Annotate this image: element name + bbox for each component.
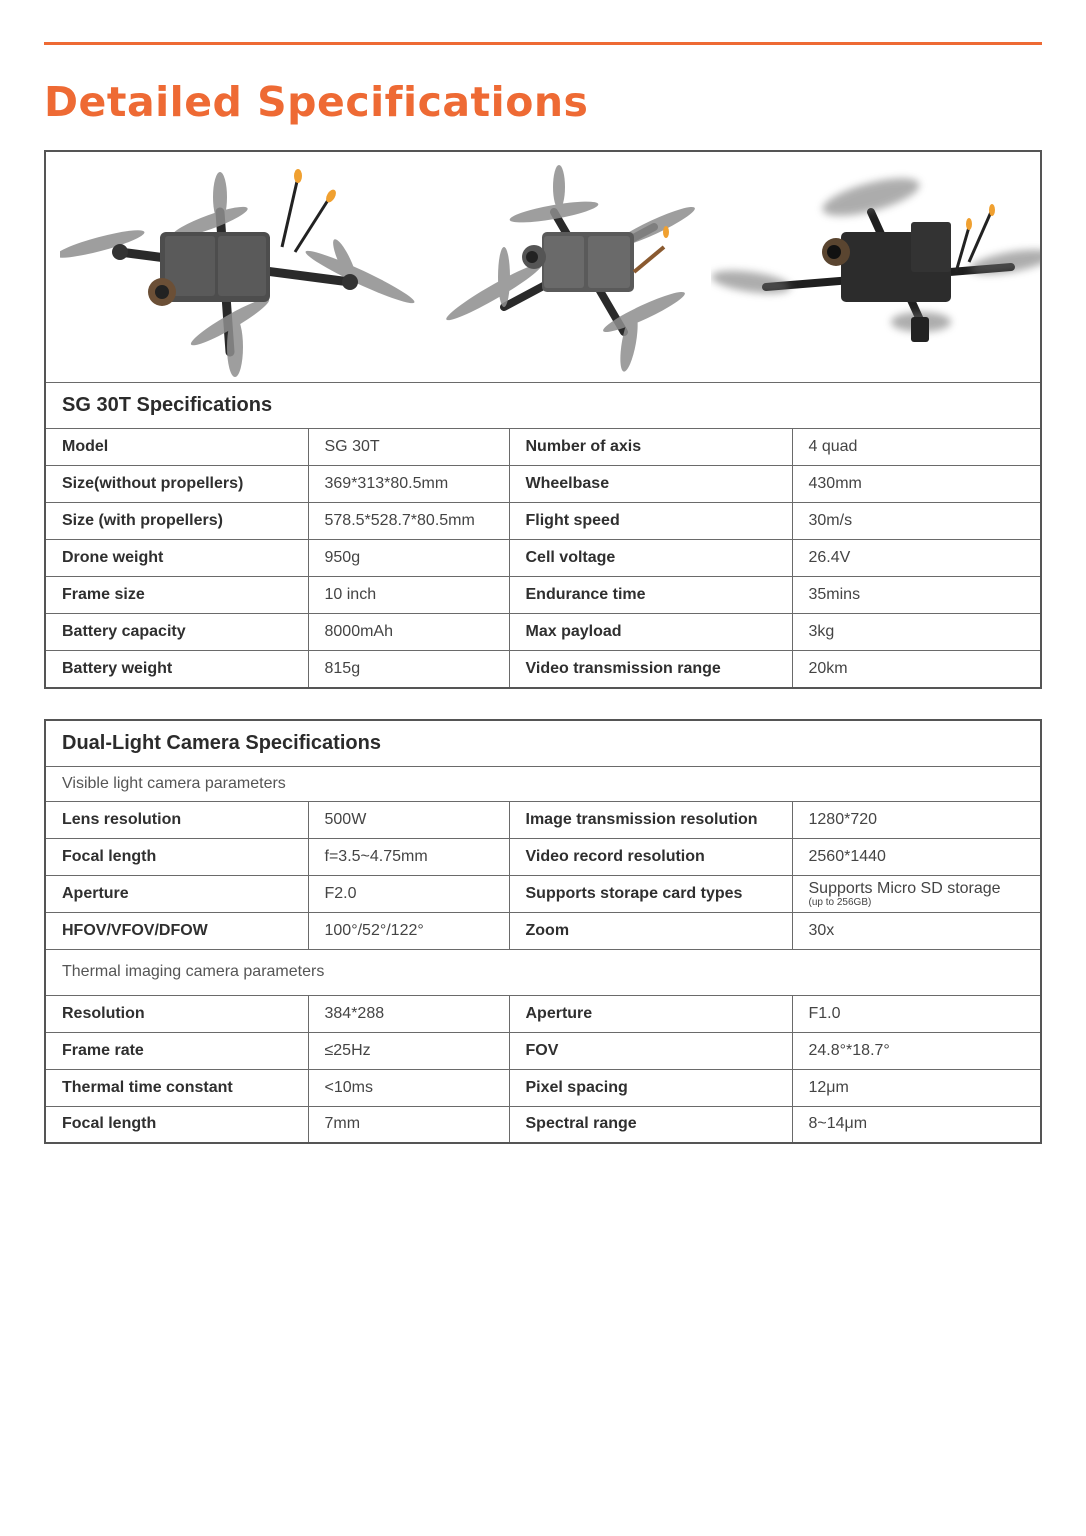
subsection-row [45,949,1041,995]
spec-value: 3kg [792,614,1041,651]
spec-value: 578.5*528.7*80.5mm [308,503,509,540]
spec-label: Endurance time [509,577,792,614]
section-title-row [45,720,1041,766]
spec-label: Focal length [45,1106,308,1143]
spec-label: Thermal time constant [45,1069,308,1106]
header-divider [44,42,1042,45]
drone-image-front-left [60,152,430,382]
product-image-cell [45,151,1041,383]
drone-image-side [424,152,714,382]
storage-note: (up to 256GB) [808,896,872,908]
spec-label: Pixel spacing [509,1069,792,1106]
subsection-row [45,766,1041,801]
spec-value: 35mins [792,577,1041,614]
spec-row [45,1032,1041,1069]
spec-label: Frame rate [45,1032,308,1069]
spec-row [45,466,1041,503]
spec-label: Aperture [45,875,308,912]
spec-value: 815g [308,651,509,688]
camera-spec-table [44,719,1042,1144]
spec-value: 20km [792,651,1041,688]
subsection-title-visible: Visible light camera parameters [45,766,1041,801]
section-title-sg30t: SG 30T Specifications [45,383,1041,429]
spec-row [45,912,1041,949]
spec-row [45,429,1041,466]
spec-value: 1280*720 [792,801,1041,838]
section-title-camera: Dual-Light Camera Specifications [45,720,1041,766]
spec-row [45,1069,1041,1106]
spec-value: 8000mAh [308,614,509,651]
spec-row [45,503,1041,540]
spec-label: Battery capacity [45,614,308,651]
spec-value: 2560*1440 [792,838,1041,875]
spec-value-storage [792,875,1041,912]
spec-label: Zoom [509,912,792,949]
spec-value: 24.8°*18.7° [792,1032,1041,1069]
spec-label: Drone weight [45,540,308,577]
spec-label: Size (with propellers) [45,503,308,540]
spec-value: 10 inch [308,577,509,614]
spec-row [45,801,1041,838]
spec-label: FOV [509,1032,792,1069]
spec-value: 7mm [308,1106,509,1143]
spec-label: Resolution [45,995,308,1032]
spec-label: HFOV/VFOV/DFOW [45,912,308,949]
spec-value: 26.4V [792,540,1041,577]
spec-value: 30m/s [792,503,1041,540]
spec-label: Size(without propellers) [45,466,308,503]
spec-row [45,614,1041,651]
spec-value: <10ms [308,1069,509,1106]
spec-value: SG 30T [308,429,509,466]
spec-value: 500W [308,801,509,838]
spec-value: 369*313*80.5mm [308,466,509,503]
spec-value: 100°/52°/122° [308,912,509,949]
spec-value: 30x [792,912,1041,949]
storage-value: Supports Micro SD storage [808,879,1001,897]
spec-row [45,995,1041,1032]
spec-label: Frame size [45,577,308,614]
spec-value: 430mm [792,466,1041,503]
spec-label: Wheelbase [509,466,792,503]
subsection-title-thermal: Thermal imaging camera parameters [45,949,1041,995]
spec-label: Model [45,429,308,466]
spec-label: Max payload [509,614,792,651]
spec-row [45,540,1041,577]
spec-label: Battery weight [45,651,308,688]
spec-value: 384*288 [308,995,509,1032]
spec-value: F1.0 [792,995,1041,1032]
product-image-strip [46,152,1040,382]
spec-value: 4 quad [792,429,1041,466]
spec-row [45,838,1041,875]
spec-row [45,651,1041,688]
spec-label: Aperture [509,995,792,1032]
section-title-row [45,383,1041,429]
spec-label: Video record resolution [509,838,792,875]
spec-value: F2.0 [308,875,509,912]
spec-label: Lens resolution [45,801,308,838]
product-image-row [45,151,1041,383]
page-title: Detailed Specifications [44,78,589,126]
spec-label: Supports storape card types [509,875,792,912]
spec-label: Video transmission range [509,651,792,688]
sg30t-spec-table [44,150,1042,689]
spec-row [45,1106,1041,1143]
spec-value: ≤25Hz [308,1032,509,1069]
spec-row [45,577,1041,614]
spec-value: 12μm [792,1069,1041,1106]
spec-label: Number of axis [509,429,792,466]
spec-row [45,875,1041,912]
drone-image-in-flight [711,152,1041,382]
spec-value: 8~14μm [792,1106,1041,1143]
spec-label: Spectral range [509,1106,792,1143]
spec-label: Flight speed [509,503,792,540]
spec-label: Cell voltage [509,540,792,577]
spec-label: Image transmission resolution [509,801,792,838]
spec-value: f=3.5~4.75mm [308,838,509,875]
spec-label: Focal length [45,838,308,875]
spec-value: 950g [308,540,509,577]
